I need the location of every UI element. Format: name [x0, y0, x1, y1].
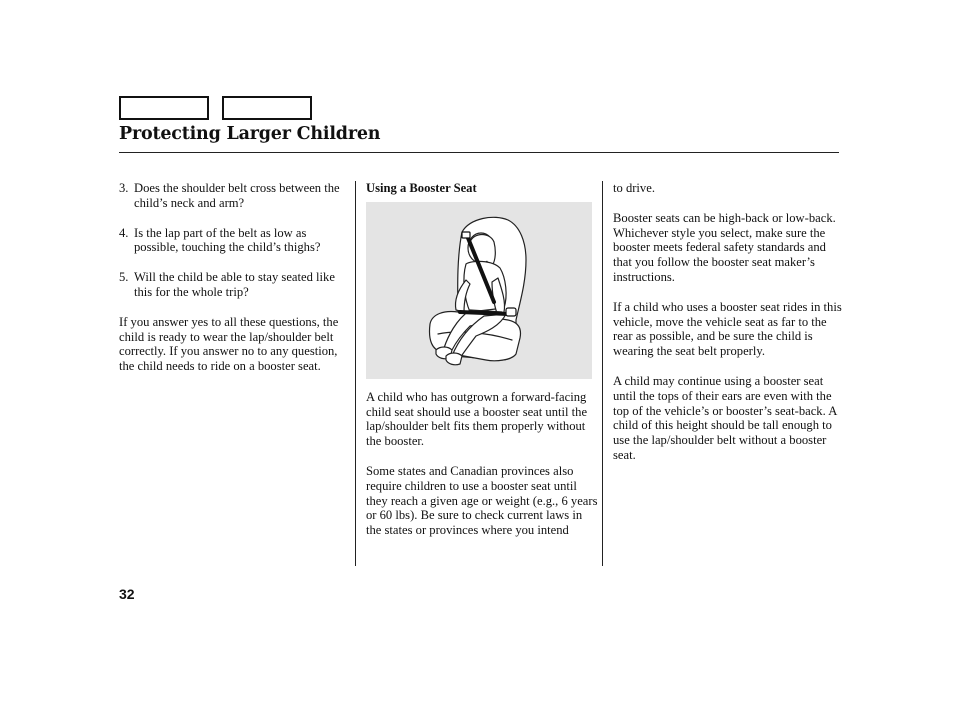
- column3-paragraph-4: A child may continue using a booster seat until the tops of their ears are even with the top of the vehicle’s or booster’s seat-back. A child of this height should be tall enough to use the lap/shoulder belt without a booster seat.: [613, 373, 837, 462]
- item-text: Is the lap part of the belt as low as possible, touching the child’s thighs?: [134, 225, 321, 255]
- column-1: [119, 181, 347, 389]
- list-item: [119, 181, 347, 211]
- item-text: Does the shoulder belt cross between the child’s neck and arm?: [134, 181, 340, 210]
- column1-paragraph: If you answer yes to all these questions, the child is ready to wear the lap/shoulder belt correctly. If you answer no to any question, the child needs to ride on a booster seat.: [119, 314, 339, 374]
- title-rule: [119, 152, 839, 153]
- item-number: 3.: [119, 181, 129, 195]
- column3-paragraph-2: Booster seats can be high-back or low-back. Whichever style you select, make sure the booster meets federal safety standards and that you follow the booster seat maker’s instructions.: [613, 210, 836, 284]
- column2-paragraph-2: Some states and Canadian provinces also require children to use a booster seat until they reach a given age or weight (e.g., 6 years or 60 lbs). Be sure to check current laws in the states or provinces where you intend: [366, 463, 598, 538]
- section-heading: Using a Booster Seat: [366, 181, 477, 195]
- column-divider-2: [602, 181, 603, 566]
- page-number: 32: [119, 586, 135, 602]
- item-text: Will the child be able to stay seated like this for the whole trip?: [134, 270, 335, 299]
- column-3: [613, 181, 845, 478]
- child-in-booster-seat-illustration: [366, 202, 592, 379]
- column-divider-1: [355, 181, 356, 566]
- column2-paragraph-1: A child who has outgrown a forward-facing child seat should use a booster seat until the lap/shoulder belt fits them properly without the booster.: [366, 389, 588, 449]
- item-number: 5.: [119, 270, 129, 285]
- header-tab-box-1: [119, 96, 209, 120]
- list-item: [119, 226, 347, 256]
- item-number: 4.: [119, 225, 129, 240]
- header-tab-box-2: [222, 96, 312, 120]
- list-item: [119, 270, 347, 300]
- column3-paragraph-3: If a child who uses a booster seat rides in this vehicle, move the vehicle seat as far to the rear as possible, and be sure the child is wearing the seat belt properly.: [613, 299, 842, 359]
- column3-paragraph-1: to drive.: [613, 181, 655, 195]
- page-title: Protecting Larger Children: [119, 124, 381, 144]
- column-2: [366, 181, 598, 553]
